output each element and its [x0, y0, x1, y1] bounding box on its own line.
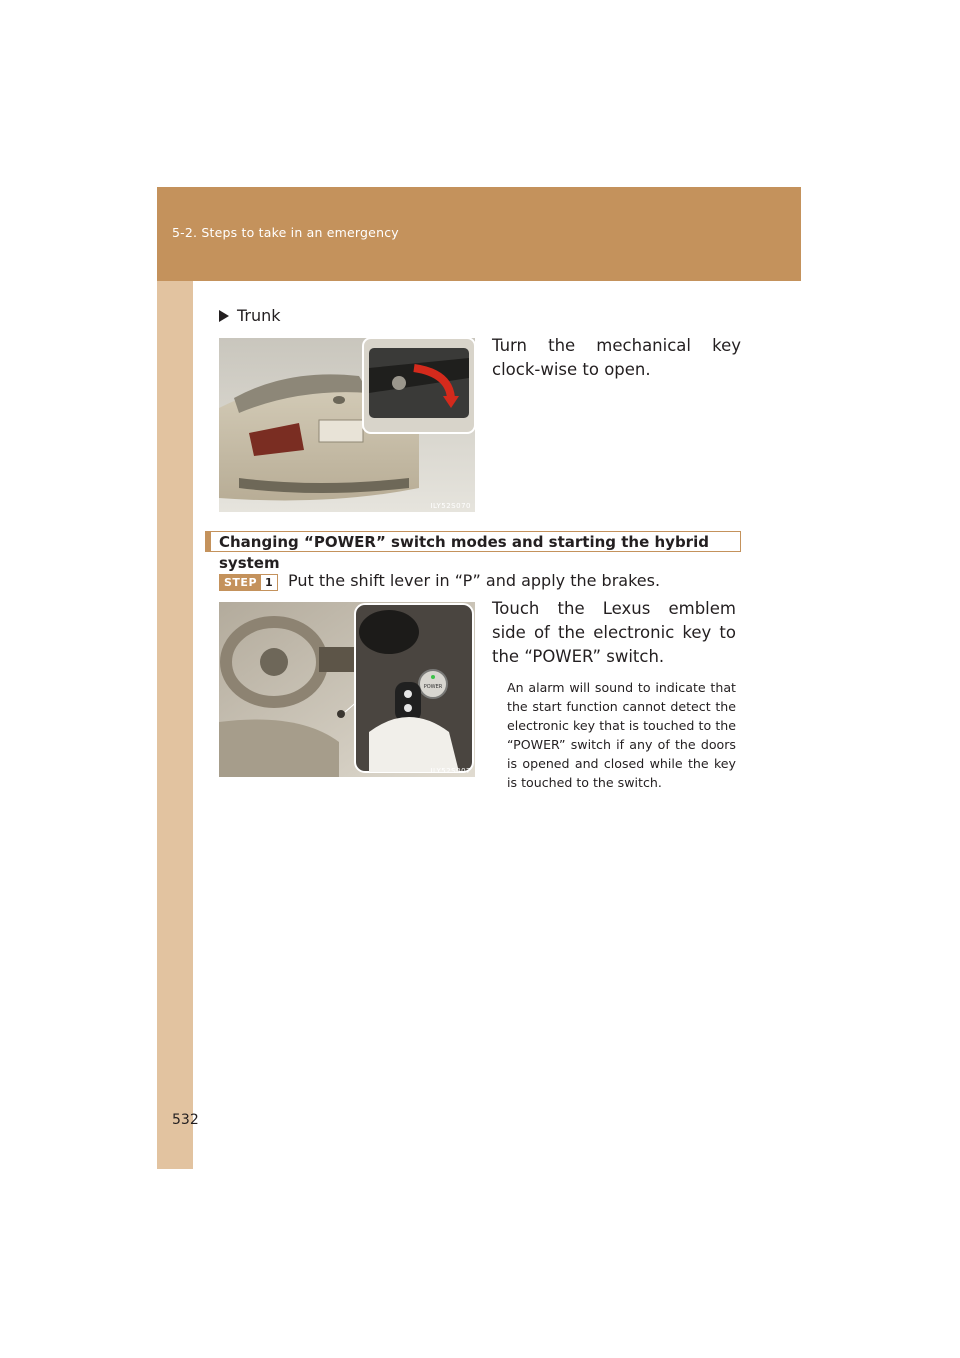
power-switch-figure [219, 602, 475, 777]
trunk-illustration [219, 338, 475, 512]
trunk-bullet [219, 306, 281, 325]
section-reference: 5-2. Steps to take in an emergency [172, 225, 399, 240]
power-switch-illustration [219, 602, 475, 777]
step-1-text: Put the shift lever in “P” and apply the brakes. [288, 571, 661, 590]
trunk-figure [219, 338, 475, 512]
section-heading: Changing “POWER” switch modes and starting the hybrid system [205, 531, 741, 552]
step-1-word: STEP [220, 575, 261, 590]
step-1-badge [219, 574, 278, 591]
trunk-instruction: Turn the mechanical key clock-wise to open. [492, 336, 741, 379]
bullet-arrow-icon [219, 310, 229, 322]
step-2-text: Touch the Lexus emblem side of the electronic key to the “POWER” switch. [492, 599, 736, 666]
trunk-label: Trunk [237, 306, 281, 325]
power-button-label: POWER [423, 684, 443, 690]
figure-code: ILY52S070 [430, 502, 471, 510]
side-strip [157, 187, 193, 1169]
page-number: 532 [172, 1112, 199, 1128]
step-1-number: 1 [261, 575, 277, 590]
figure-code: ILY52S007 [430, 767, 471, 775]
step-2-note: An alarm will sound to indicate that the start function cannot detect the electronic key that is touched to the “POWER” switch if any of the doors is opened and closed while the key is touched to the switch. [507, 680, 736, 790]
